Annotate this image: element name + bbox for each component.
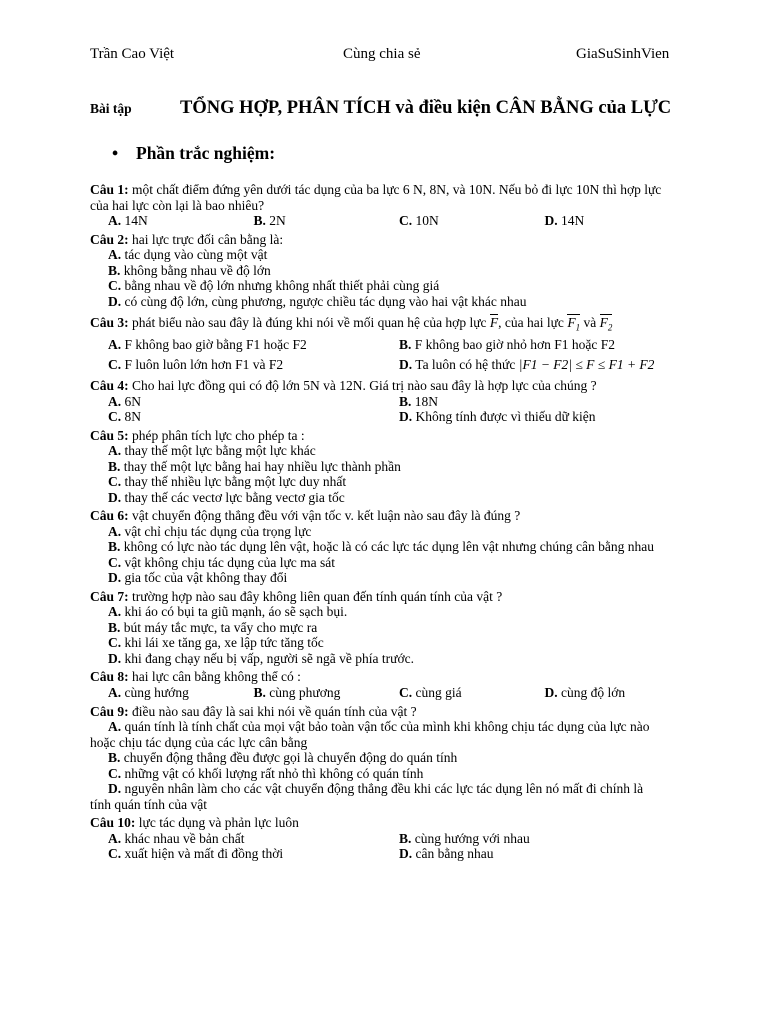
question-label: Câu 9:: [90, 703, 129, 719]
question-text: phát biểu nào sau đây là đúng khi nói về mối quan hệ của hợp lực: [132, 315, 487, 331]
question-9: [90, 704, 690, 813]
vector-f: F: [489, 315, 499, 331]
option-d: D. 14N: [544, 213, 585, 229]
option-c: C. F luôn luôn lớn hơn F1 và F2: [108, 356, 284, 372]
question-10: [90, 815, 690, 862]
header-site: GiaSuSinhVien: [576, 46, 670, 62]
section-heading-text: Phần trắc nghiệm:: [136, 143, 276, 163]
question-text: vật chuyển động thẳng đều với vận tốc v. kết luận nào sau đây là đúng ?: [132, 508, 521, 524]
option-c: C. xuất hiện và mất đi đồng thời: [108, 846, 284, 862]
question-text: điều nào sau đây là sai khi nói về quán tính của vật ?: [132, 703, 417, 719]
question-label: Câu 4:: [90, 378, 129, 394]
option-b: B. cùng phương: [253, 684, 341, 700]
option-d: D. cùng độ lớn: [544, 684, 626, 700]
option-c: C. khi lái xe tăng ga, xe lập tức tăng tốc: [108, 635, 324, 651]
option-b: B. bút máy tắc mực, ta vẩy cho mực ra: [108, 619, 318, 635]
option-b: B. thay thế một lực bằng hai hay nhiều lực thành phần: [108, 458, 401, 474]
question-8: [90, 669, 690, 700]
question-text-part: , của hai lực: [498, 315, 564, 331]
question-label: Câu 1:: [90, 182, 129, 197]
option-a: A. khác nhau về bản chất: [108, 830, 245, 846]
question-2: [90, 232, 690, 310]
option-b: B. không có lực nào tác dụng lên vật, hoặc là có các lực tác dụng lên vật nhưng chúng cân bằng nhau: [108, 539, 655, 555]
bullet-icon: •: [112, 143, 119, 163]
question-text: trường hợp nào sau đây không liên quan đến tính quán tính của vật ?: [132, 588, 503, 604]
option-b: B. F không bao giờ nhỏ hơn F1 hoặc F2: [399, 337, 616, 353]
option-a: A. 6N: [108, 393, 141, 409]
option-d: D. cân bằng nhau: [399, 846, 494, 862]
question-text-continued: của hai lực còn lại là bao nhiêu?: [90, 197, 265, 213]
option-b: B. 18N: [399, 393, 439, 409]
option-b: B. cùng hướng với nhau: [399, 830, 530, 846]
option-d: D. có cùng độ lớn, cùng phương, ngược chiều tác dụng vào hai vật khác nhau: [108, 293, 527, 309]
question-text: hai lực cân bằng không thể có :: [132, 669, 301, 685]
question-list: [90, 182, 690, 865]
option-b: B. không bằng nhau về độ lớn: [108, 262, 271, 278]
option-d: D. gia tốc của vật không thay đổi: [108, 570, 288, 586]
question-text-part: và: [583, 315, 597, 331]
option-a: A. khi áo có bụi ta giũ mạnh, áo sẽ sạch bụi.: [108, 604, 348, 620]
question-label: Câu 7:: [90, 588, 129, 604]
option-a: A. quán tính là tính chất của mọi vật bảo toàn vận tốc của mình khi không chịu tác dụng của lực nào: [108, 719, 650, 735]
option-c: C. thay thế nhiều lực bằng một lực duy nhất: [108, 474, 347, 490]
question-5: [90, 428, 690, 506]
question-text: lực tác dụng và phản lực luôn: [138, 815, 299, 831]
option-d: D. thay thế các vectơ lực bằng vectơ gia tốc: [108, 489, 345, 505]
option-c: C. những vật có khối lượng rất nhỏ thì không có quán tính: [108, 765, 424, 781]
question-label: Câu 6:: [90, 508, 129, 524]
inequality-formula: |F1 − F2| ≤ F ≤ F1 + F2: [518, 356, 655, 372]
question-text: phép phân tích lực cho phép ta :: [132, 427, 305, 443]
option-d: D. khi đang chạy nếu bị vấp, người sẽ ngã về phía trước.: [108, 650, 414, 666]
option-a: A. vật chỉ chịu tác dụng của trọng lực: [108, 523, 312, 539]
question-label: Câu 5:: [90, 427, 129, 443]
option-a: A. 14N: [108, 213, 148, 229]
question-text: hai lực trực đối cân bằng là:: [132, 231, 284, 247]
option-b: B. 2N: [253, 213, 286, 229]
vector-f2: $F_2$: [599, 315, 613, 333]
question-label: Câu 2:: [90, 231, 129, 247]
question-4: [90, 378, 690, 425]
question-text: một chất điểm đứng yên dưới tác dụng của ba lực 6 N, 8N, và 10N. Nếu bỏ đi lực 10N thì hợp lực: [132, 182, 662, 197]
option-a: A. F không bao giờ bằng F1 hoặc F2: [108, 337, 307, 353]
question-6: [90, 508, 690, 586]
option-a: A. tác dụng vào cùng một vật: [108, 247, 268, 263]
option-a: A. thay thế một lực bằng một lực khác: [108, 443, 316, 459]
page-title: TỔNG HỢP, PHÂN TÍCH và điều kiện CÂN BẰNG của LỰC: [180, 98, 672, 118]
question-3: [90, 315, 690, 372]
vector-f1: $F_1$: [567, 315, 581, 333]
section-heading: [112, 143, 275, 163]
option-d: D. Không tính được vì thiếu dữ kiện: [399, 409, 596, 425]
question-text: Cho hai lực đồng qui có độ lớn 5N và 12N. Giá trị nào sau đây là hợp lực của chúng ?: [132, 378, 597, 394]
question-label: Câu 3:: [90, 315, 129, 331]
question-1: [90, 182, 690, 229]
question-7: [90, 589, 690, 667]
option-c: C. bằng nhau về độ lớn nhưng không nhất thiết phải cùng giá: [108, 278, 440, 294]
option-b: B. chuyển động thẳng đều được gọi là chuyển động do quán tính: [108, 750, 458, 766]
header-author: Trần Cao Việt: [90, 46, 175, 62]
question-label: Câu 8:: [90, 669, 129, 685]
option-c: C. cùng giá: [399, 684, 462, 700]
option-a-continued: hoặc chịu tác dụng của các lực cân bằng: [90, 734, 308, 750]
option-d: D. Ta luôn có hệ thức |F1 − F2| ≤ F ≤ F1 + F2: [399, 356, 655, 372]
option-d-continued: tính quán tính của vật: [90, 796, 207, 812]
option-c: C. 10N: [399, 213, 439, 229]
title-label: Bài tập: [90, 101, 132, 116]
option-a: A. cùng hướng: [108, 684, 189, 700]
header-center: Cùng chia sẻ: [343, 46, 421, 62]
option-c: C. vật không chịu tác dụng của lực ma sát: [108, 554, 336, 570]
option-d: D. nguyên nhân làm cho các vật chuyển động thẳng đều khi các lực tác dụng lên nó mất đi chính là: [108, 781, 644, 797]
option-c: C. 8N: [108, 409, 141, 425]
question-label: Câu 10:: [90, 815, 136, 831]
